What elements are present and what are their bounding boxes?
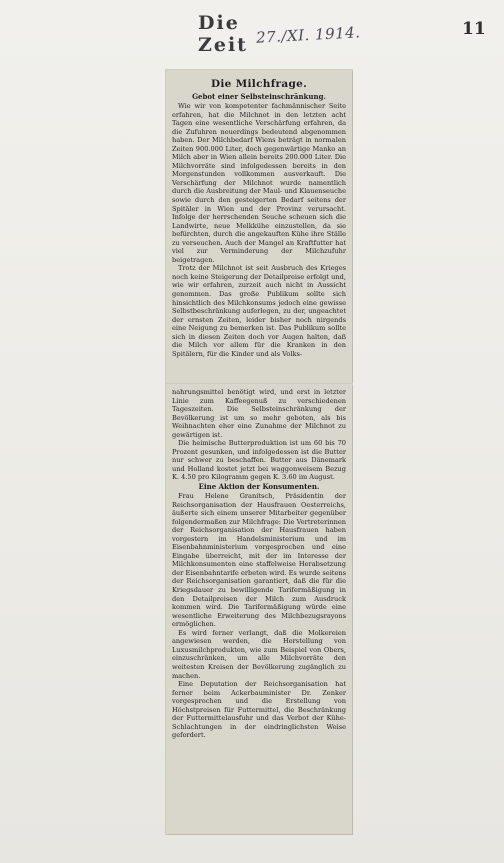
- article-subtitle: Gebot einer Selbsteinschränkung.: [192, 92, 326, 101]
- article-paragraph: Trotz der Milchnot ist seit Ausbruch des Krieges noch keine Steigerung der Detailpreise erfolgt und, wie wir erfahren, zurzeit auch nicht in Aussicht genommen. Das große Publikum sollte sich hinsichtlich des Milchkonsums jedoch eine gewisse Selbstbeschränkung auferlegen, zu der, ungeachtet der ernsten Zeiten, leider bisher noch nirgends eine Neigung zu bemerken ist. Das Publikum sollte sich in diesen Zeiten doch vor Augen halten, daß die Milch vor allem für die Kranken in den Spitälern, für die Kinder und als Volks-: [172, 264, 346, 358]
- section-heading: Eine Aktion der Konsumenten.: [198, 482, 320, 492]
- article-paragraph: Es wird ferner verlangt, daß die Molkereien angewiesen werden, die Herstellung von Luxusmilchprodukten, wie zum Beispiel von Obers, einzuschränken, um alle Milchvorräte den weitesten Kreisen der Bevölkerung zugänglich zu machen.: [172, 628, 346, 680]
- article-paragraph: Frau Helene Granitsch, Präsidentin der Reichsorganisation der Hausfrauen Oesterreichs, äußerte sich einem unserer Mitarbeiter gegenüber folgendermaßen zur Milchfrage: Die Vertreterinnen der Reichsorganisation der Hausfrauen haben vorgestern im Handelsministerium und im Eisenbahnministerium vorgesprochen und eine Eingabe überreicht, mit der im Interesse der Milchkonsumenten eine staffelweise Herabsetzung der Eisenbahntarife erbeten wird. Es wurde seitens der Reichsorganisation garantiert, daß die für die Kriegsdauer zu bewilligende Tarifermäßigung in den Detailpreisen der Milch zum Ausdruck kommen wird. Die Tarifermäßigung würde eine wesentliche Erweiterung des Milchbezugsrayons ermöglichen.: [172, 492, 346, 629]
- newspaper-clipping-bottom: [166, 384, 352, 834]
- page-number: 11: [462, 19, 486, 39]
- article-paragraph: Eine Deputation der Reichsorganisation hat ferner beim Ackerbauminister Dr. Zenker vorgesprochen und die Erstellung von Höchstpreisen für Futtermittel, die Beschränkung der Futtermittelausfuhr und das Verbot der Kühe-Schlachtungen in der eindringlichsten Weise gefordert.: [172, 680, 346, 740]
- article-paragraph: Wie wir von kompetenter fachmännischer Seite erfahren, hat die Milchnot in den letzten acht Tagen eine wesentliche Verschärfung erfahren, da die Zufuhren neuerdings bedeutend abgenommen haben. Der Milchbedarf Wiens beträgt in normalen Zeiten 900.000 Liter, doch gegenwärtige Manko an Milch aber in Wien allein bereits 200.000 Liter. Die Milchvorräte sind infolgedessen bereits in den Morgenstunden vollkommen ausverkauft. Die Verschärfung der Milchnot wurde namentlich durch die Ausbreitung der Maul- und Klauenseuche sowie durch den gesteigerten Bedarf seitens der Spitäler in Wien und der Provinz verursacht. Infolge der herrschenden Seuche scheuen sich die Landwirte, neue Melkkühe einzustellen, da sie befürchten, durch die angekauften Kühe ihre Ställe zu verseuchen. Auch der Mangel an Kraftfutter hat viel zur Verminderung der Milchzufuhr beigetragen.: [172, 102, 346, 264]
- newspaper-name: Die Zeit: [198, 12, 248, 56]
- article-paragraph: nahrungsmittel benötigt wird, und erst in letzter Linie zum Kaffeegenuß zu verschiedenen Tageszeiten. Die Selbsteinschränkung der Bevölkerung ist um so mehr geboten, als bis Weihnachten eher eine Zunahme der Milchnot zu gewärtigen ist.: [172, 388, 346, 439]
- article-title: Die Milchfrage.: [210, 78, 308, 90]
- newspaper-clipping-top: [166, 70, 352, 386]
- handwritten-date: 27./XI. 1914.: [255, 23, 361, 47]
- article-paragraph: Die heimische Butterproduktion ist um 60 bis 70 Prozent gesunken, und infolgedessen ist die Butter nur schwer zu beschaffen. Butter aus Dänemark und Holland kostet jetzt bei waggonweisem Bezug K. 4.50 pro Kilogramm gegen K. 3.60 im August.: [172, 439, 346, 482]
